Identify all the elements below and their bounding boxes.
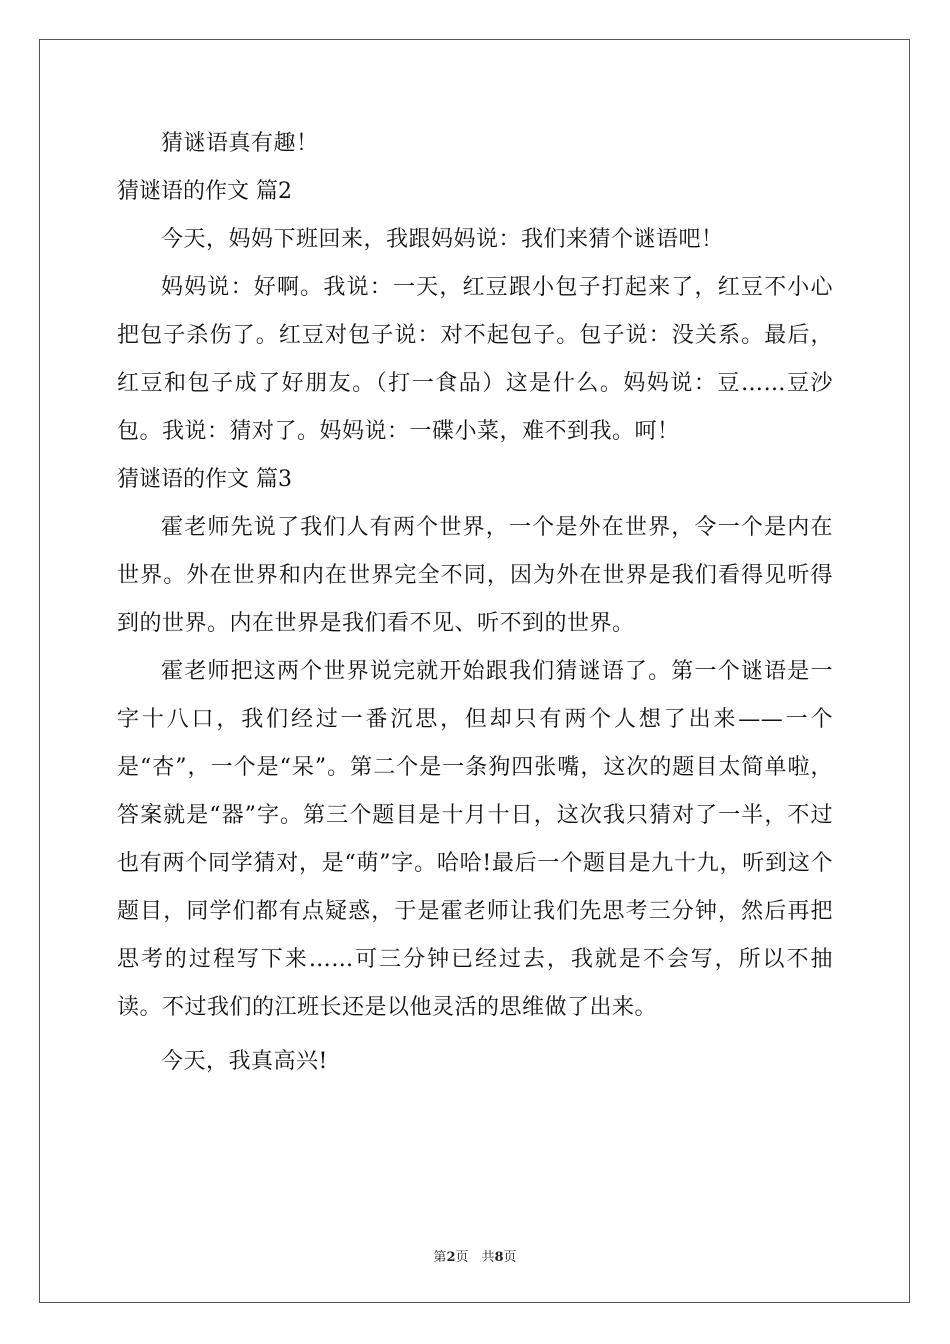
page-mid: 页 共	[455, 1250, 495, 1265]
section-heading: 猜谜语的作文 篇3	[117, 467, 292, 492]
page-total: 8	[494, 1250, 504, 1265]
paragraph: 猜谜语真有趣！	[161, 131, 319, 156]
page-footer	[0, 1246, 950, 1265]
paragraph: 妈妈说：好啊。我说：一天，红豆跟小包子打起来了，红豆不小心把包子杀伤了。红豆对包子说：对不起包子。包子说：没关系。最后，红豆和包子成了好朋友。（打一食品）这是什么。妈妈说：豆……豆沙包。我说：猜对了。妈妈说：一碟小菜，难不到我。呵！	[117, 275, 833, 444]
page-prefix: 第	[433, 1250, 447, 1265]
page-current: 2	[446, 1250, 456, 1265]
paragraph: 今天，妈妈下班回来，我跟妈妈说：我们来猜个谜语吧！	[161, 227, 724, 252]
paragraph: 今天，我真高兴!	[161, 1049, 328, 1074]
paragraph: 霍老师把这两个世界说完就开始跟我们猜谜语了。第一个谜语是一字十八口，我们经过一番沉思，但却只有两个人想了出来——一个是“杏”，一个是“呆”。第二个是一条狗四张嘴，这次的题目太简单啦，答案就是“器”字。第三个题目是十月十日，这次我只猜对了一半，不过也有两个同学猜对，是“萌”字。哈哈!最后一个题目是九十九，听到这个题目，同学们都有点疑惑，于是霍老师让我们先思考三分钟，然后再把思考的过程写下来……可三分钟已经过去，我就是不会写，所以不抽读。不过我们的江班长还是以他灵活的思维做了出来。	[117, 659, 833, 1020]
section-heading: 猜谜语的作文 篇2	[117, 179, 292, 204]
document-body	[117, 120, 833, 1086]
paragraph: 霍老师先说了我们人有两个世界，一个是外在世界，令一个是内在世界。外在世界和内在世界完全不同，因为外在世界是我们看得见听得到的世界。内在世界是我们看不见、听不到的世界。	[117, 515, 833, 636]
page-suffix: 页	[503, 1250, 517, 1265]
